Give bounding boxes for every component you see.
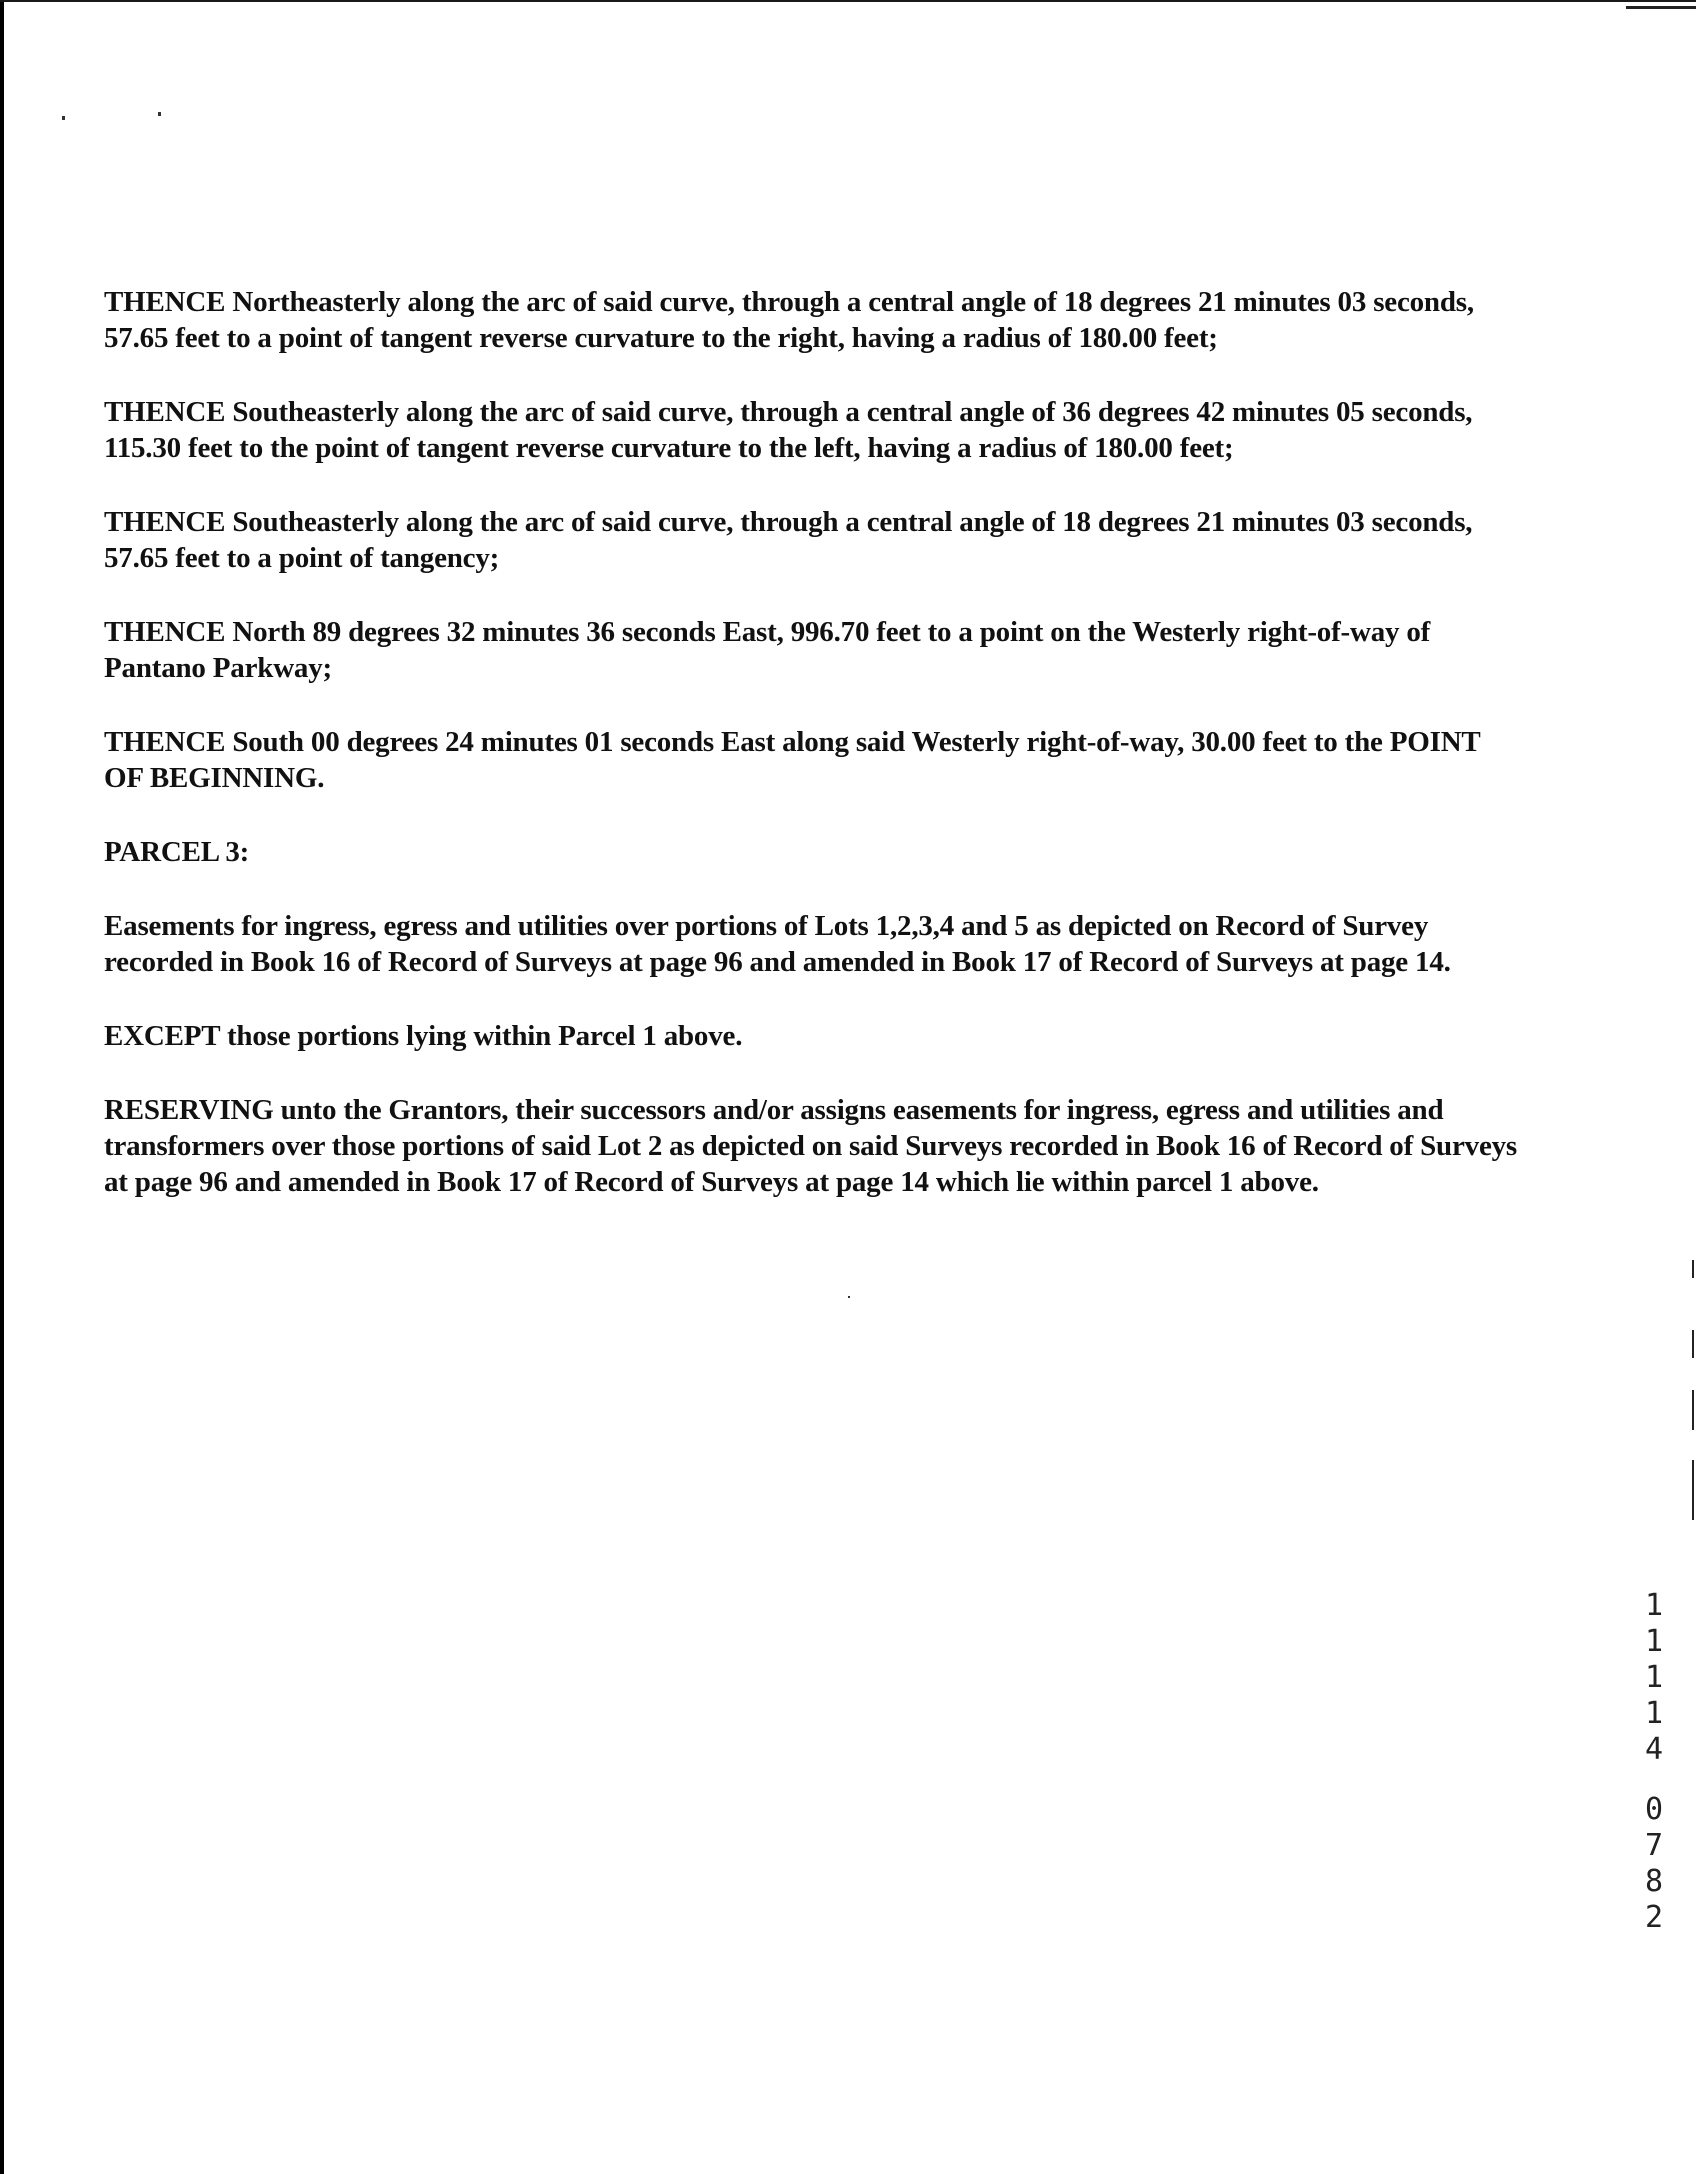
- scan-speck: [158, 112, 161, 116]
- paragraph-line: THENCE Southeasterly along the arc of said curve, through a central angle of 36 degrees 42 minutes 05 seconds,: [104, 396, 1473, 428]
- stamp-digit: 1: [1644, 1624, 1664, 1659]
- scan-speck: [62, 116, 65, 120]
- paragraph-line: RESERVING unto the Grantors, their successors and/or assigns easements for ingress, egress and utilities and: [104, 1094, 1444, 1126]
- thence-paragraph-2: [104, 394, 1604, 466]
- scan-top-right-mark: [1626, 6, 1696, 9]
- paragraph-line: THENCE South 00 degrees 24 minutes 01 seconds East along said Westerly right-of-way, 30.00 feet to the POINT: [104, 726, 1481, 758]
- paragraph-line: Easements for ingress, egress and utilities over portions of Lots 1,2,3,4 and 5 as depicted on Record of Survey: [104, 910, 1429, 942]
- document-body: [104, 284, 1604, 1238]
- paragraph-line: transformers over those portions of said Lot 2 as depicted on said Surveys recorded in Book 16 of Record of Surveys: [104, 1130, 1517, 1162]
- thence-paragraph-3: [104, 504, 1604, 576]
- paragraph-line: at page 96 and amended in Book 17 of Record of Surveys at page 14 which lie within parcel 1 above.: [104, 1166, 1319, 1198]
- scan-right-tick: [1692, 1330, 1694, 1358]
- stamp-digit: 1: [1644, 1588, 1664, 1623]
- easements-paragraph: [104, 908, 1604, 980]
- paragraph-line: 115.30 feet to the point of tangent reverse curvature to the left, having a radius of 180.00 feet;: [104, 432, 1234, 464]
- paragraph-line: Pantano Parkway;: [104, 652, 332, 684]
- stamp-digit: 2: [1644, 1900, 1664, 1935]
- scan-right-tick: [1692, 1460, 1694, 1520]
- stamp-digit: 4: [1644, 1732, 1664, 1767]
- except-paragraph: EXCEPT those portions lying within Parcel 1 above.: [104, 1020, 743, 1052]
- paragraph-line: 57.65 feet to a point of tangent reverse curvature to the right, having a radius of 180.00 feet;: [104, 322, 1218, 354]
- paragraph-line: 57.65 feet to a point of tangency;: [104, 542, 500, 574]
- paragraph-line: recorded in Book 16 of Record of Surveys at page 96 and amended in Book 17 of Record of Surveys at page 14.: [104, 946, 1451, 978]
- paragraph-line: OF BEGINNING.: [104, 762, 325, 794]
- scan-right-tick: [1692, 1390, 1694, 1430]
- thence-paragraph-4: [104, 614, 1604, 686]
- recording-stamp-number: [1634, 1588, 1674, 1936]
- stamp-digit: 8: [1644, 1864, 1664, 1899]
- reserving-paragraph: [104, 1092, 1604, 1200]
- stamp-digit: 7: [1644, 1828, 1664, 1863]
- paragraph-line: THENCE Northeasterly along the arc of said curve, through a central angle of 18 degrees 21 minutes 03 seconds,: [104, 286, 1474, 318]
- scan-top-edge: [0, 0, 1696, 2]
- parcel-heading: PARCEL 3:: [104, 836, 250, 868]
- paragraph-line: THENCE North 89 degrees 32 minutes 36 seconds East, 996.70 feet to a point on the Westerly right-of-way of: [104, 616, 1431, 648]
- stamp-digit: 0: [1644, 1792, 1664, 1827]
- thence-paragraph-5: [104, 724, 1604, 796]
- scan-right-tick: [1692, 1260, 1694, 1278]
- stamp-digit: 1: [1644, 1696, 1664, 1731]
- thence-paragraph-1: [104, 284, 1604, 356]
- scan-speck: [848, 1296, 850, 1298]
- paragraph-line: THENCE Southeasterly along the arc of said curve, through a central angle of 18 degrees 21 minutes 03 seconds,: [104, 506, 1473, 538]
- scan-left-edge: [0, 0, 4, 2174]
- stamp-gap: [1634, 1768, 1674, 1792]
- stamp-digit: 1: [1644, 1660, 1664, 1695]
